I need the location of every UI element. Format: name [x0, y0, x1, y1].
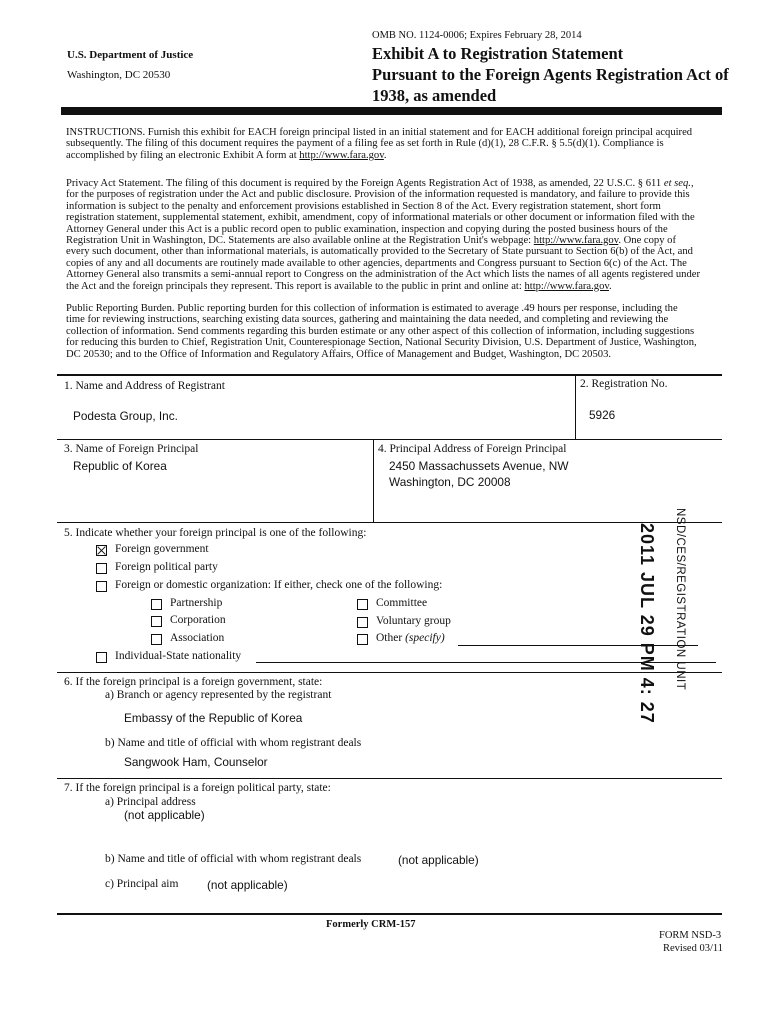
formerly-label: Formerly CRM-157: [326, 919, 416, 930]
privacy-line: copies of any and all documents are routinely made available to other agencies, departments and Congress pursuant to Section 6(c) of the Act. The: [66, 257, 687, 269]
other-checkbox[interactable]: [357, 634, 368, 645]
privacy-text: ,: [690, 178, 694, 189]
rule: [57, 374, 722, 376]
other-specify-text: (specify): [405, 632, 445, 644]
privacy-line: every such document, other than informational materials, is automatically provided to the Secretary of State pursuant to Section 6(b) of the Act, and: [66, 246, 693, 258]
q6-label: 6. If the foreign principal is a foreign government, state:: [64, 676, 323, 688]
fara-link[interactable]: http://www.fara.gov: [524, 280, 609, 292]
foreign-government-checkbox[interactable]: [96, 545, 107, 556]
registration-number-field[interactable]: 5926: [589, 408, 616, 422]
individual-state-nationality-label: Individual-State nationality: [115, 650, 242, 662]
foreign-political-party-checkbox[interactable]: [96, 563, 107, 574]
department-name: U.S. Department of Justice: [67, 49, 194, 61]
committee-label: Committee: [376, 597, 428, 609]
principal-address-line-1[interactable]: 2450 Massachussets Avenue, NW: [389, 459, 569, 473]
page-title-line-2: Pursuant to the Foreign Agents Registration Act of: [372, 65, 729, 84]
burden-line: Public Reporting Burden. Public reporting burden for this collection of information is estimated to average .49 hours per response, including the: [66, 303, 678, 314]
burden-line: DC 20530; and to the Office of Information and Regulatory Affairs, Office of Management and Budget, Washington, DC 20503.: [66, 348, 612, 360]
foreign-organization-checkbox[interactable]: [96, 581, 107, 592]
q7c-label: c) Principal aim: [105, 878, 179, 890]
voluntary-group-label: Voluntary group: [376, 615, 451, 627]
official-name-field[interactable]: Sangwook Ham, Counselor: [124, 755, 268, 769]
party-address-field[interactable]: (not applicable): [124, 808, 205, 822]
privacy-line: information is subject to the penalty and enforcement provisions established in Section 8 of the Act. Every registration statement, short form: [66, 200, 661, 212]
q6a-label: a) Branch or agency represented by the registrant: [105, 689, 332, 701]
burden-line: collection of information. Send comments regarding this burden estimate or any other aspect of this collection of information, including suggestions: [66, 325, 695, 337]
divider: [575, 374, 576, 439]
form-number: FORM NSD-3: [659, 930, 722, 941]
q7-label: 7. If the foreign principal is a foreign political party, state:: [64, 782, 331, 794]
privacy-line: [66, 235, 726, 246]
instructions-line: [66, 150, 726, 161]
rule: [57, 913, 722, 915]
received-date-stamp: 2011 JUL 29 PM 4: 27: [637, 523, 657, 724]
other-specify-input[interactable]: [458, 645, 698, 646]
fara-link[interactable]: http://www.fara.gov: [299, 149, 384, 161]
committee-checkbox[interactable]: [357, 599, 368, 610]
other-label: [376, 632, 445, 644]
partnership-label: Partnership: [170, 597, 223, 609]
instructions-line: subsequently. The filing of this document requires the payment of a filing fee as set forth in Rule (d)(1), 28 C.F.R. § 5.5(d)(1). Compliance is: [66, 138, 664, 150]
privacy-line: Attorney General under this Act is a public record open to public examination, inspection and copying during the posted business hours of the: [66, 223, 668, 235]
instructions-text: accomplished by filing an electronic Exhibit A form at: [66, 149, 300, 161]
privacy-text: .: [609, 280, 612, 292]
q4-label: 4. Principal Address of Foreign Principal: [378, 443, 567, 455]
other-text: Other: [376, 632, 406, 644]
privacy-line: Attorney General also transmits a semi-annual report to Congress on the administration of the Act which lists the names of all agents registered under: [66, 269, 700, 281]
q3-label: 3. Name of Foreign Principal: [64, 443, 199, 455]
corporation-label: Corporation: [170, 614, 226, 626]
voluntary-group-checkbox[interactable]: [357, 617, 368, 628]
foreign-principal-name-field[interactable]: Republic of Korea: [73, 459, 167, 473]
header: [0, 0, 770, 120]
partnership-checkbox[interactable]: [151, 599, 162, 610]
privacy-text: et seq.: [663, 178, 691, 189]
privacy-line: for the purposes of registration under the Act and public disclosure. Provision of the information requested is mandatory, and failure to provide this: [66, 189, 690, 201]
burden-block: [66, 303, 726, 360]
foreign-organization-label: Foreign or domestic organization: If either, check one of the following:: [115, 579, 443, 591]
foreign-government-label: Foreign government: [115, 543, 209, 555]
registrant-name-field[interactable]: Podesta Group, Inc.: [73, 409, 178, 423]
branch-agency-field[interactable]: Embassy of the Republic of Korea: [124, 711, 303, 725]
principal-aim-field[interactable]: (not applicable): [207, 878, 288, 892]
omb-number: OMB NO. 1124-0006; Expires February 28, 2014: [372, 30, 582, 41]
registration-unit-stamp: NSD/CES/REGISTRATION UNIT: [674, 508, 686, 691]
individual-state-nationality-checkbox[interactable]: [96, 652, 107, 663]
association-checkbox[interactable]: [151, 634, 162, 645]
fara-link[interactable]: http://www.fara.gov: [533, 235, 619, 247]
privacy-line: [66, 281, 726, 292]
q2-label: 2. Registration No.: [580, 378, 668, 390]
department-city: Washington, DC 20530: [67, 69, 171, 81]
rule: [57, 672, 722, 673]
foreign-political-party-label: Foreign political party: [115, 561, 218, 573]
divider: [373, 439, 374, 522]
rule: [57, 439, 722, 440]
q1-label: 1. Name and Address of Registrant: [64, 380, 225, 392]
principal-address-line-2[interactable]: Washington, DC 20008: [389, 475, 511, 489]
header-thick-rule: [61, 107, 722, 115]
rule: [57, 522, 722, 523]
privacy-text: Registration Unit in Washington, DC. Statements are also available online at the Registration Unit's webpage:: [66, 235, 534, 247]
privacy-text: Privacy Act Statement. The filing of this document is required by the Foreign Agents Registration Act of 1938, as amended, 22 U.S.C. § 611: [66, 178, 664, 189]
corporation-checkbox[interactable]: [151, 616, 162, 627]
q7a-label: a) Principal address: [105, 796, 196, 808]
privacy-text: . One copy of: [618, 235, 676, 247]
q6b-label: b) Name and title of official with whom registrant deals: [105, 737, 362, 749]
privacy-act-block: [66, 178, 726, 292]
instructions-text: .: [383, 149, 387, 161]
page-title-line-1: Exhibit A to Registration Statement: [372, 44, 624, 63]
q7b-label: b) Name and title of official with whom registrant deals: [105, 853, 362, 865]
form-revision: Revised 03/11: [663, 943, 723, 954]
association-label: Association: [170, 632, 225, 644]
privacy-line: registration statement, supplemental statement, exhibit, amendment, copy of informational materials or other document or information filed with the: [66, 212, 695, 224]
rule: [57, 778, 722, 779]
party-official-field[interactable]: (not applicable): [398, 853, 479, 867]
burden-line: time for reviewing instructions, searching existing data sources, gathering and maintaining the data needed, and completing and reviewing the: [66, 314, 669, 326]
instructions-block: [66, 127, 726, 161]
privacy-text: the Act and the foreign principals they represent. This report is available to the public in print and online at:: [66, 280, 525, 292]
page-title-line-3: 1938, as amended: [372, 86, 497, 105]
instructions-line: INSTRUCTIONS. Furnish this exhibit for EACH foreign principal listed in an initial statement and for EACH additional foreign principal acquired: [66, 127, 693, 138]
q5-label: 5. Indicate whether your foreign principal is one of the following:: [64, 527, 367, 539]
privacy-line: [66, 178, 726, 189]
burden-line: for reducing this burden to Chief, Registration Unit, Counterespionage Section, National Security Division, U.S. Department of Justice, Washington,: [66, 337, 697, 349]
